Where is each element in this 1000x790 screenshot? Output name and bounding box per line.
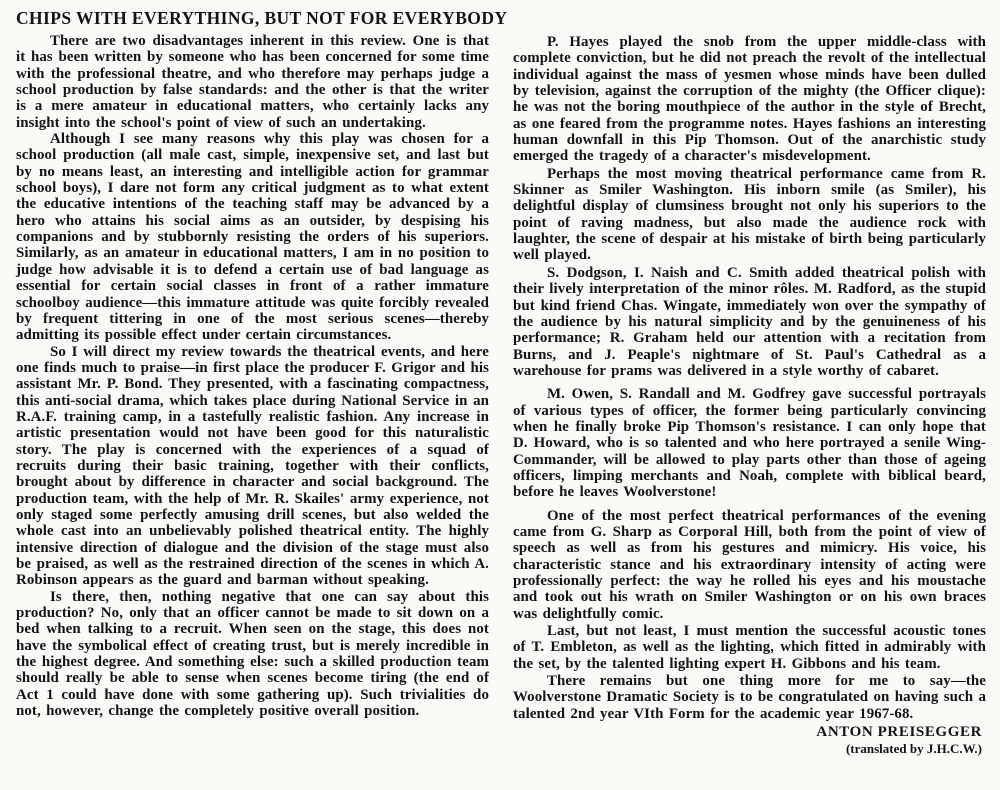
paragraph: Is there, then, nothing negative that one can say about this production? No, only that an officer cannot be made to sit down on a bed when talking to a recruit. When seen on the stage, this does not have the symbolical effect of creating trust, but is merely incredible in the highest degree. And something else: such a skilled production team should really be able to sense when scenes become tiring (the end of Act 1 could have done with some gathering up). Such trivialities do not, however, change the completely positive overall position.	[16, 588, 489, 720]
paragraph: P. Hayes played the snob from the upper middle-class with complete conviction, but he did not preach the revolt of the intellectual individual against the mass of yesmen whose minds have been dulled by television, against the corruption of the mighty (the Officer clique): he was not the boring mouthpiece of the author in the style of Brecht, as one feared from the programme notes. Hayes fashions an interesting human downfall in this Pip Thomson. Out of the anarchistic study emerged the tragedy of a character's misdevelopment.	[513, 34, 986, 165]
paragraph: There are two disadvantages inherent in this review. One is that it has been written by someone who has been concerned for some time with the professional theatre, and who therefore may perhaps judge a school production by false standards: and the other is that the writer is a mere amateur in educational matters, who certainly lacks any insight into the school's point of view of such an undertaking.	[16, 33, 489, 131]
paragraph: Although I see many reasons why this play was chosen for a school production (all male cast, simple, inexpensive set, and last but by no means least, an interesting and intelligible action for grammar school boys), I dare not form any critical judgment as to what extent the educative intentions of the teaching staff may be advanced by a hero who attains his social aims as an outsider, by despising his companions and by stubbornly resisting the orders of his superiors. Similarly, as an amateur in educational matters, I am in no position to judge how advisable it is to defend a certain use of bad language as essential for certain social classes in front of a rather immature schoolboy audience—this immature attitude was quite forcibly revealed by frequent tittering in one of the most serious scenes—thereby admitting its possible effect under certain circumstances.	[16, 131, 489, 344]
author-signature	[513, 724, 986, 757]
right-column	[513, 8, 986, 784]
paragraph: M. Owen, S. Randall and M. Godfrey gave successful portrayals of various types of officer, the former being particularly convincing when he finally broke Pip Thomson's resistance. I can only hope that D. Howard, who is so talented and who here portrayed a senile Wing-Commander, will be allowed to play parts other than those of ageing officers, limping merchants and Noah, complete with biblical beard, before he leaves Woolverstone!	[513, 386, 986, 501]
author-name: ANTON PREISEGGER	[816, 724, 982, 741]
paragraph: So I will direct my review towards the theatrical events, and here one finds much to praise—in first place the producer F. Grigor and his assistant Mr. P. Bond. They presented, with a fascinating compactness, this anti-social drama, which takes place during National Service in an R.A.F. training camp, in a tastefully realistic fashion. Any increase in artistic presentation would not have been good for this naturalistic story. The play is concerned with the experiences of a squad of recruits during their basic training, together with their conflicts, brought about by difference in character and social background. The production team, with the help of Mr. R. Skailes' army experience, not only staged some perfectly amusing drill scenes, but also welded the whole cast into an unbelievably polished theatrical entity. The highly intensive direction of dialogue and the division of the stage must also be praised, as well as the restrained direction of the scenes in which A. Robinson appears as the guard and barman without speaking.	[16, 343, 489, 589]
paragraph: One of the most perfect theatrical performances of the evening came from G. Sharp as Corporal Hill, both from the point of view of speech as well as from his gestures and mimicry. His voice, his characteristic stance and his extraordinary intensity of acting were professionally perfect: the way he rolled his eyes and his moustache and took out his wrath on Smiler Washington or on his own braces was delightfully comic.	[513, 507, 986, 622]
paragraph: Last, but not least, I must mention the successful acoustic tones of T. Embleton, as well as the lighting, which fitted in admirably with the set, by the talented lighting expert H. Gibbons and his team.	[513, 623, 986, 672]
paragraph: There remains but one thing more for me to say—the Woolverstone Dramatic Society is to be congratulated on having such a talented 2nd year VIth Form for the academic year 1967-68.	[513, 673, 986, 722]
paragraph: S. Dodgson, I. Naish and C. Smith added theatrical polish with their lively interpretation of the minor rôles. M. Radford, as the stupid but kind friend Chas. Wingate, immediately won over the sympathy of the audience by his natural simplicity and by the genuineness of his performance; R. Graham held our attention with a recitation from Burns, and J. Peaple's nightmare of St. Paul's Cathedral as a warehouse for prams was delivered in a style worthy of cabaret.	[513, 264, 986, 379]
translator-credit: (translated by J.H.C.W.)	[845, 741, 982, 757]
left-column	[16, 8, 508, 784]
article-title: CHIPS WITH EVERYTHING, BUT NOT FOR EVERYBODY	[16, 8, 508, 28]
paragraph: Perhaps the most moving theatrical performance came from R. Skinner as Smiler Washington. His inborn smile (as Smiler), his delightful display of clumsiness brought not only his superiors to the point of raving madness, but also made the audience rock with laughter, the scene of despair at his mistake of birth being particularly well played.	[513, 165, 986, 264]
